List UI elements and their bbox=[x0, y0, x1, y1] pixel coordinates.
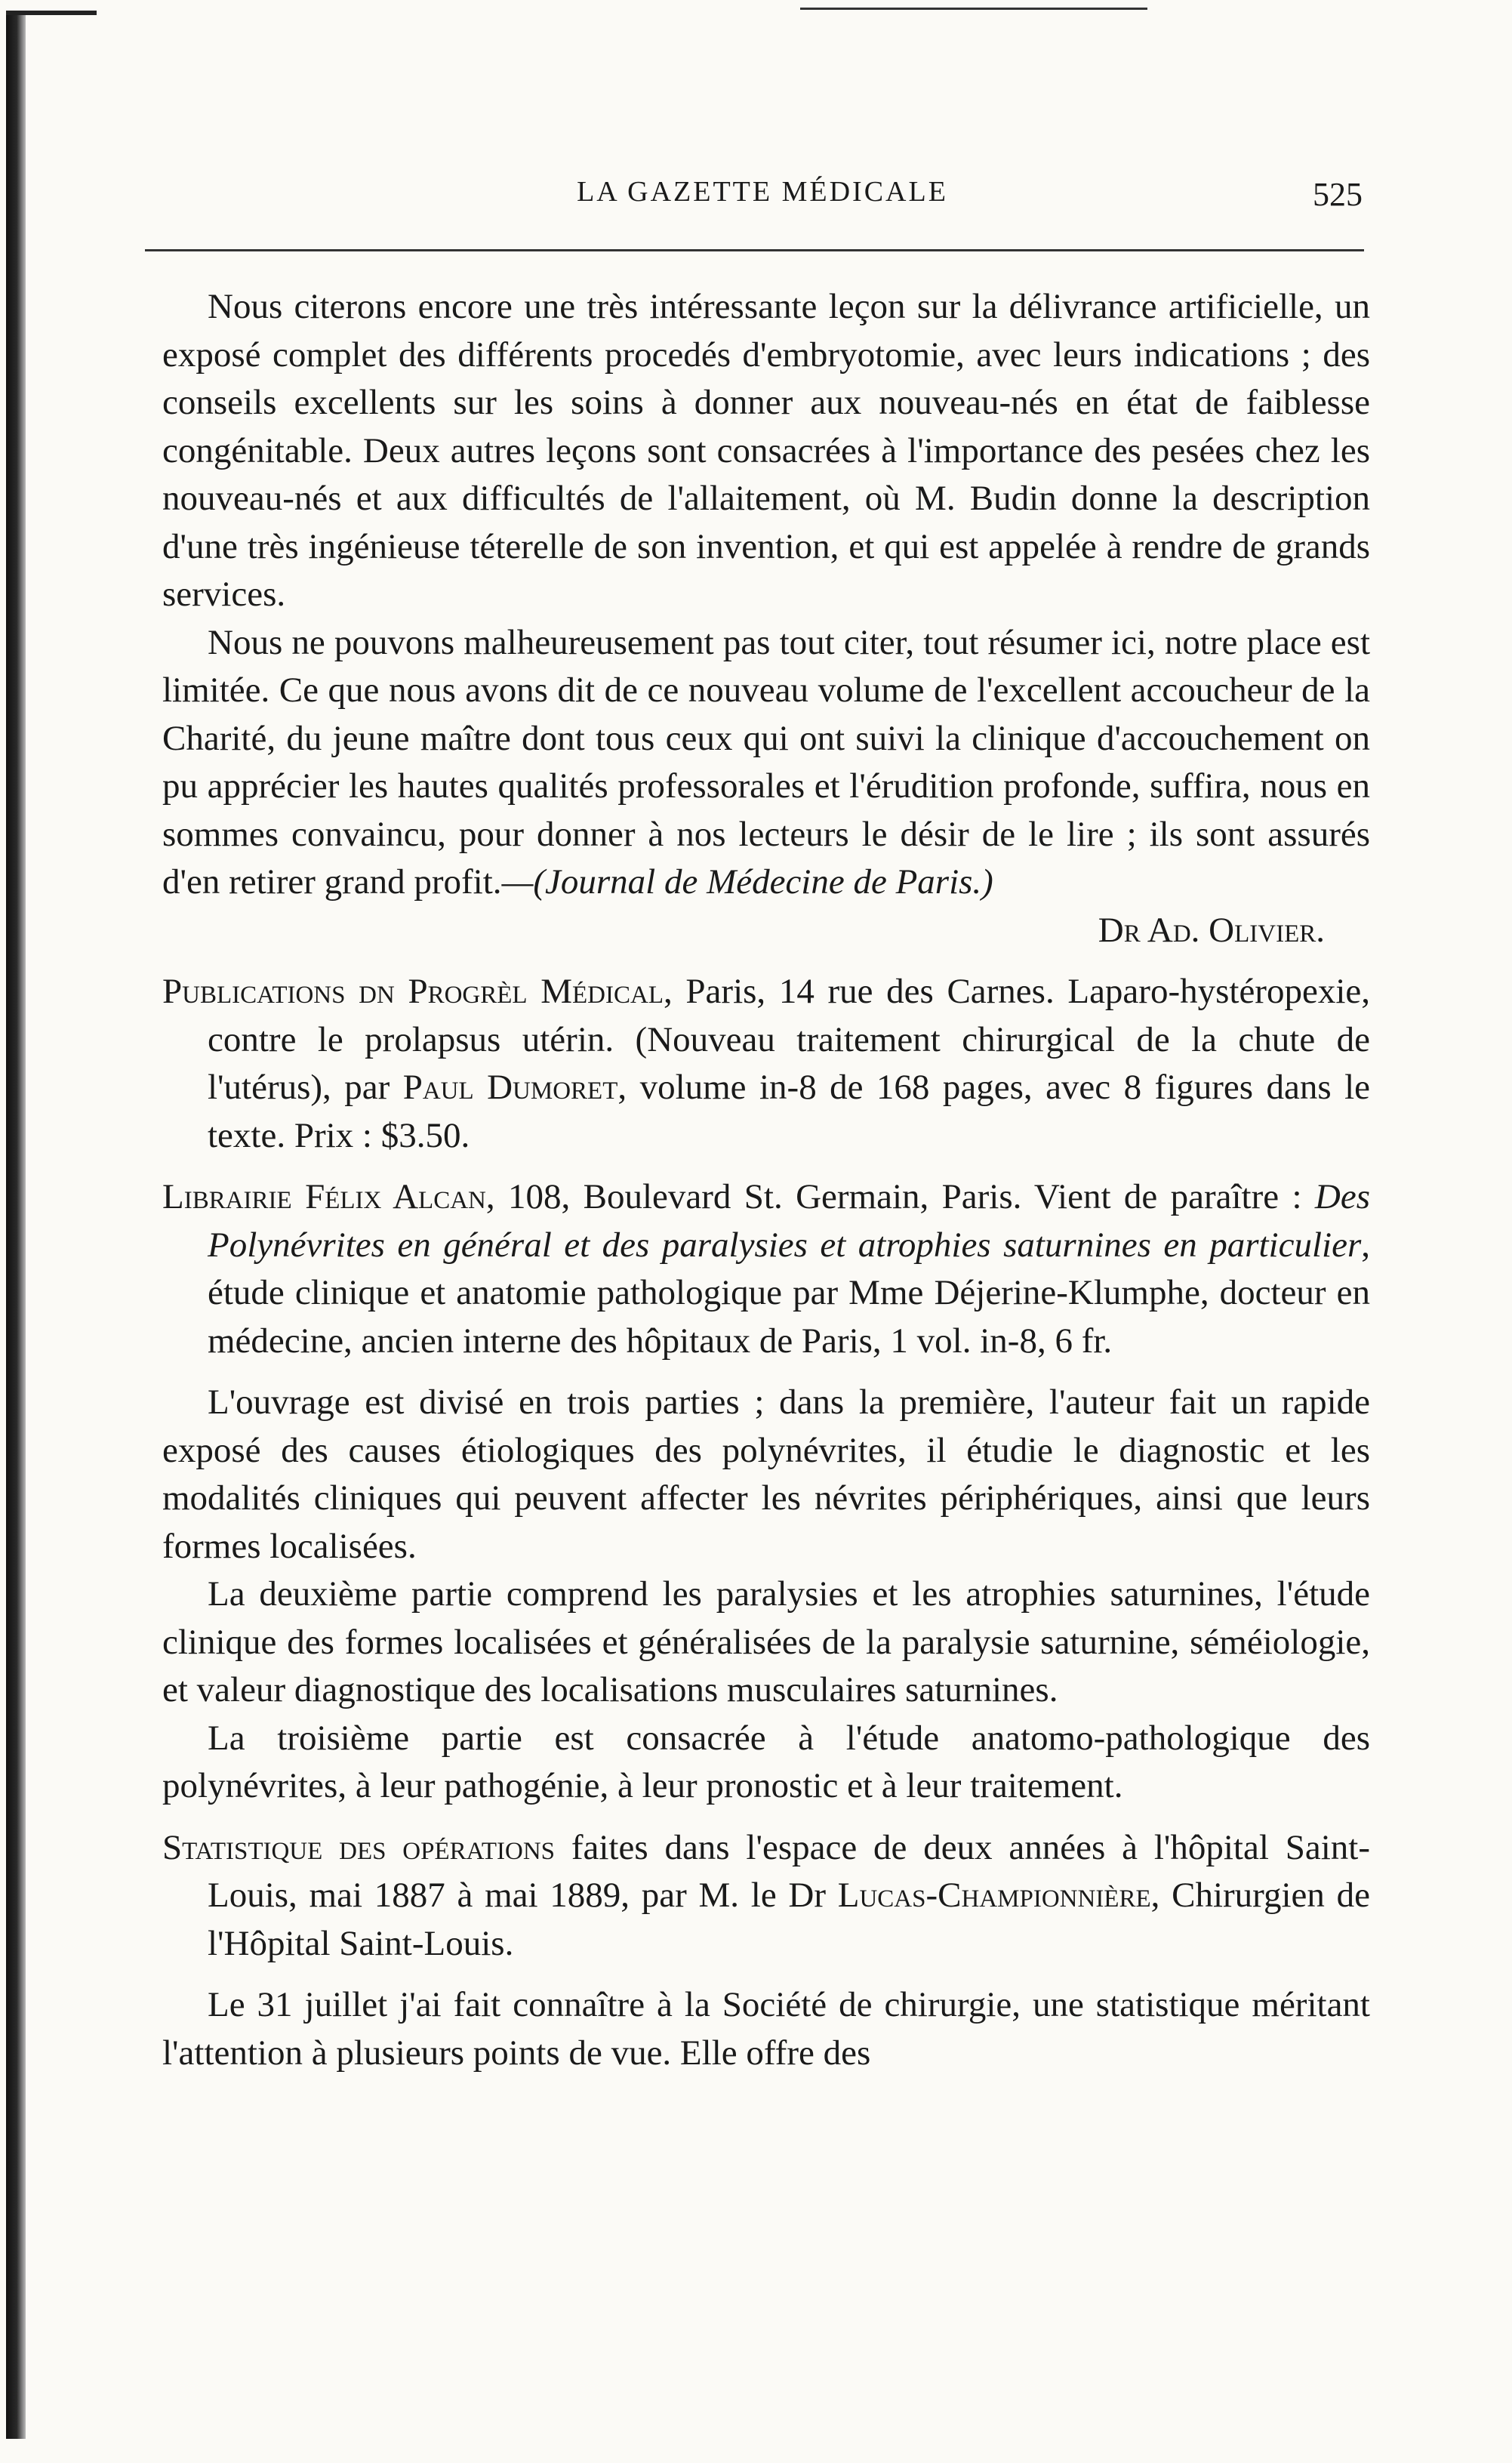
publication-text-end: , étude clinique et anatomie pathologique par Mme Déjerine-Klumphe, docteur en médecine, ancien interne des hôpitaux de Paris, 1 vol. in-8, 6 fr. bbox=[208, 1225, 1370, 1361]
publication-progres-medical bbox=[162, 968, 1370, 1160]
binding-edge bbox=[6, 15, 26, 2439]
statistics-heading: Statistique des opérations bbox=[162, 1827, 555, 1867]
statistics-text: faites dans l'espace de deux années à l'hôpital Saint-Louis, mai 1887 à mai 1889, par M. le Dr bbox=[208, 1827, 1370, 1915]
header-rule bbox=[145, 249, 1364, 251]
conclusion-text: Nous ne pouvons malheureusement pas tout citer, tout résumer ici, notre place est limitée. Ce que nous avons dit de ce nouveau volume de l'excellent accoucheur de la Charité, du jeune maître dont tous ceux qui ont suivi la clinique d'accouchement on pu apprécier les hautes qualités professorales et l'érudition profonde, suffira, nous en sommes convaincu, pour donner à nos lecteurs le désir de le lire ; ils sont assurés d'en retirer grand profit. bbox=[162, 622, 1370, 902]
publication-felix-alcan bbox=[162, 1173, 1370, 1365]
paragraph-first-part: L'ouvrage est divisé en trois parties ; dans la première, l'auteur fait un rapide exposé des causes étiologiques des polynévrites, il étudie le diagnostic et les modalités cliniques qui peuvent affecter les névrites périphériques, ainsi que leurs formes localisées. bbox=[162, 1383, 1370, 1566]
publication-text-end: , volume in-8 de 168 pages, avec 8 figures dans le texte. Prix : $3.50. bbox=[208, 1068, 1370, 1155]
author-name: Lucas-Championnière bbox=[837, 1876, 1151, 1915]
publisher-name: Publications dn Progrèl Médical, bbox=[162, 972, 673, 1011]
paragraph-third-part: La troisième partie est consacrée à l'étude anatomo-pathologique des polynévrites, à leur pathogénie, à leur pronostic et à leur traitement. bbox=[162, 1718, 1370, 1805]
paragraph-delivrance: Nous citerons encore une très intéressante leçon sur la délivrance artificielle, un exposé complet des différents procedés d'embryotomie, avec leurs indications ; des conseils excellents sur les soins à donner aux nouveau-nés en état de faiblesse congénitable. Deux autres leçons sont consacrées à l'importance des pesées chez les nouveau-nés et aux difficultés de l'allaitement, où M. Budin donne la description d'une très ingénieuse téterelle de son invention, et qui est appelée à rendre de grands services. bbox=[162, 287, 1370, 614]
page-body bbox=[162, 283, 1370, 2077]
citation: —(Journal de Médecine de Paris.) bbox=[501, 862, 993, 902]
top-rule bbox=[800, 8, 1147, 10]
book-title: Des Polynévrites en général et des paralysies et atrophies saturnines en particulier bbox=[208, 1177, 1371, 1265]
signature: Dr Ad. Olivier. bbox=[1098, 910, 1325, 950]
author-name: Paul Dumoret bbox=[402, 1068, 618, 1107]
page-header bbox=[162, 175, 1363, 220]
paragraph-societe-chirurgie: Le 31 juillet j'ai fait connaître à la Société de chirurgie, une statistique méritant l'attention à plusieurs points de vue. Elle offre des bbox=[162, 1985, 1370, 2073]
running-title: LA GAZETTE MÉDICALE bbox=[577, 176, 948, 208]
statistics-text-end: , Chirurgien de l'Hôpital Saint-Louis. bbox=[208, 1876, 1370, 1963]
publication-text: Paris, 14 rue des Carnes. Laparo-hystéropexie, contre le prolapsus utérin. (Nouveau traitement chirurgical de la chute de l'utérus), par bbox=[208, 972, 1370, 1107]
paragraph-second-part: La deuxième partie comprend les paralysies et les atrophies saturnines, l'étude clinique des formes localisées et généralisées de la paralysie saturnine, séméiologie, et valeur diagnostique des localisations musculaires saturnines. bbox=[162, 1574, 1370, 1709]
paragraph-conclusion bbox=[162, 619, 1370, 907]
publisher-name: Librairie Félix Alcan, bbox=[162, 1177, 495, 1216]
statistics-entry bbox=[162, 1824, 1370, 1968]
page-number: 525 bbox=[1313, 176, 1363, 213]
publication-text: 108, Boulevard St. Germain, Paris. Vient de paraître : bbox=[494, 1177, 1315, 1216]
